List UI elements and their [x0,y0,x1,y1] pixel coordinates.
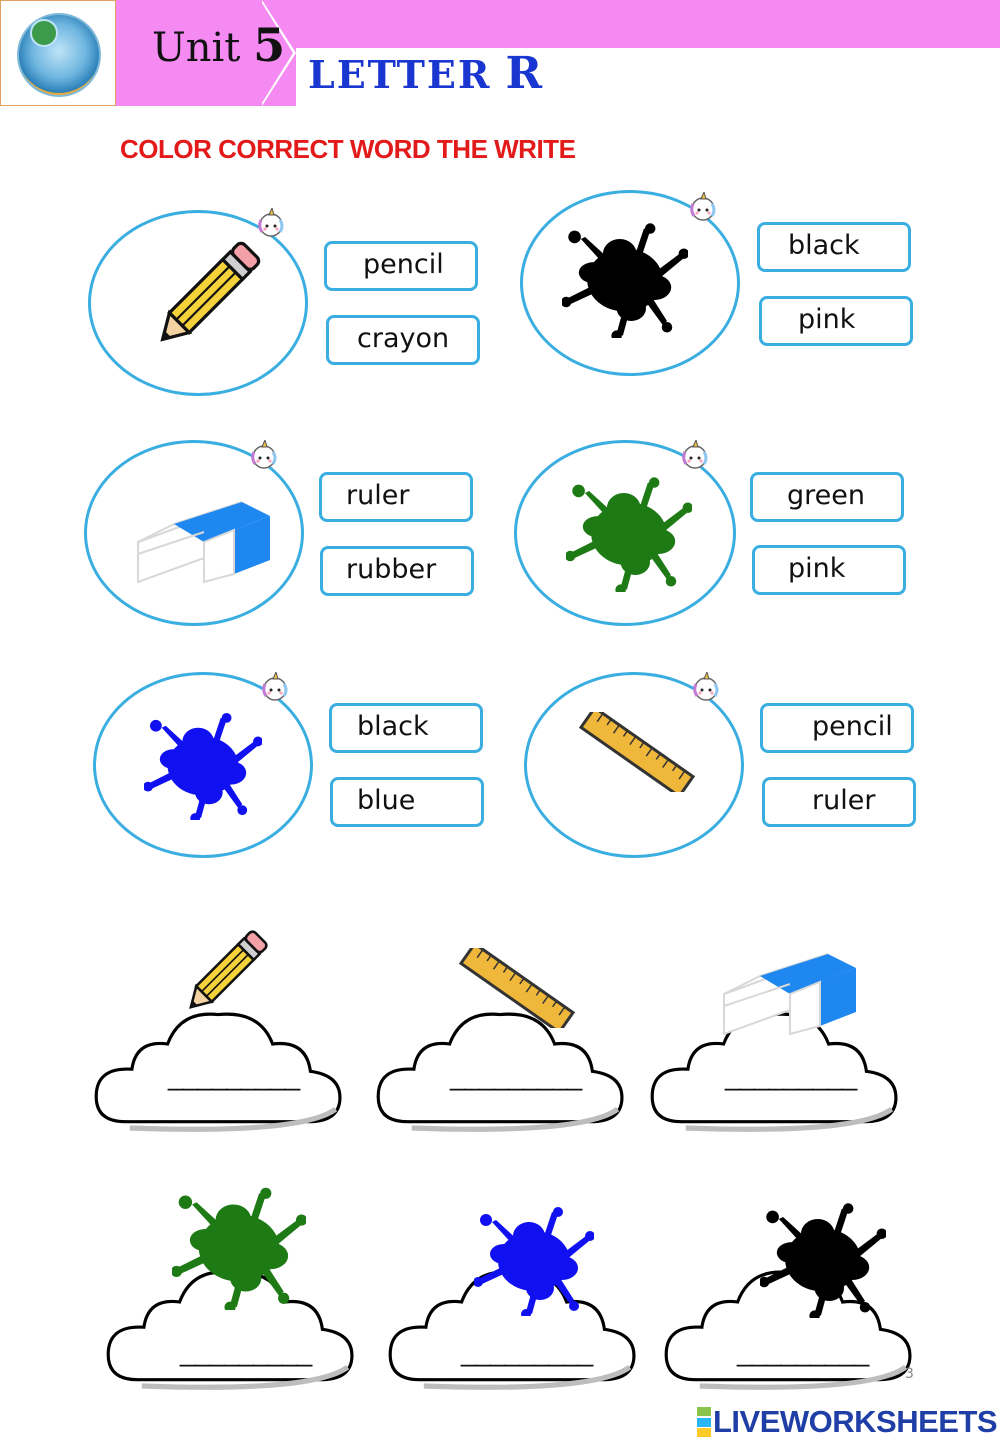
green-splash-picture [172,1186,306,1310]
answer-blank[interactable]: _________ [737,1336,869,1367]
rubber-picture [720,936,860,1036]
ruler-picture [452,948,582,1028]
unit-number: 5 [253,18,286,72]
school-logo [0,0,116,106]
answer-blank[interactable]: _________ [461,1336,593,1367]
word-option[interactable]: black [329,703,483,753]
logo-emblem [17,13,101,97]
liveworksheets-logo-icon [697,1407,711,1437]
word-option[interactable]: black [757,222,911,272]
globe-icon [30,19,58,47]
word-option[interactable]: ruler [319,472,473,522]
header-band [296,0,1000,48]
word-option[interactable]: pink [752,545,906,595]
word-option[interactable]: blue [330,777,484,827]
blue-splash-picture [144,712,262,820]
pencil-picture [170,918,280,1028]
liveworksheets-brand [697,1404,997,1440]
blue-splash-picture [474,1206,594,1316]
word-option[interactable]: ruler [762,777,916,827]
rubber-picture [134,484,274,584]
word-option[interactable]: green [750,472,904,522]
unicorn-icon [260,672,290,702]
black-splash-picture [562,222,688,338]
unicorn-icon [691,672,721,702]
unit-word: Unit [152,25,241,71]
letter-word: LETTER [308,52,492,97]
unicorn-icon [680,440,710,470]
brand-text: LIVEWORKSHEETS [713,1404,998,1439]
word-option[interactable]: pencil [760,703,914,753]
answer-blank[interactable]: _________ [725,1060,857,1091]
unicorn-icon [688,192,718,222]
green-splash-picture [566,476,692,592]
ruler-picture [572,712,702,792]
letter-title [308,48,544,99]
answer-blank[interactable]: _________ [450,1060,582,1091]
unit-title [152,18,285,72]
word-option[interactable]: crayon [326,315,480,365]
letter-char: R [505,48,545,99]
word-option[interactable]: rubber [320,546,474,596]
pencil-picture [136,226,276,366]
unicorn-icon [249,440,279,470]
answer-blank[interactable]: _________ [180,1336,312,1367]
instruction-text: COLOR CORRECT WORD THE WRITE [120,134,576,164]
word-option[interactable]: pink [759,296,913,346]
page-number: 3 [905,1366,914,1382]
word-option[interactable]: pencil [324,241,478,291]
black-splash-picture [760,1202,886,1318]
answer-blank[interactable]: _________ [168,1060,300,1091]
